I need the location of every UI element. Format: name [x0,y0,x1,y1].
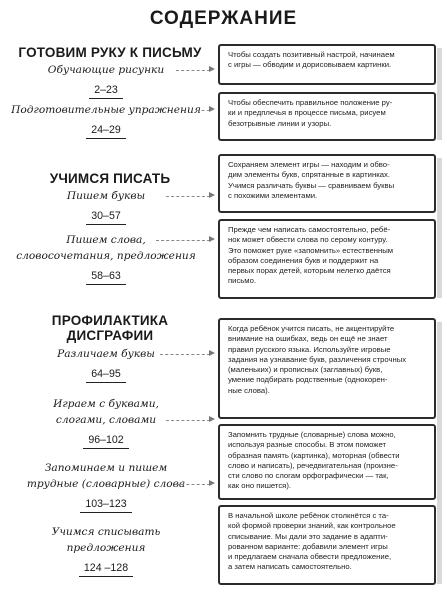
page-range: 30–57 [86,210,125,225]
description-line: как оно пишется). [228,481,292,491]
description-line: с игры — обводим и дорисовываем картинки. [228,60,392,70]
section-heading-line: ПРОФИЛАКТИКА [51,313,169,328]
lesson-title: Подготовительные упражнения [11,104,201,116]
description-line: Прежде чем написать самостоятельно, ребё- [228,225,391,234]
description-line: Когда ребёнок учится писать, не акцентируйте [228,324,395,333]
description-line: ные слова). [228,385,270,395]
page-title: СОДЕРЖАНИЕ [149,8,298,29]
description-line: задания на узнавание букв, различения строчных [228,354,407,364]
description-line: ки и предплечья в процессе письма, рисуем [228,108,386,118]
lesson-title: Пишем слова, [66,234,146,246]
description-line: Чтобы создать позитивный настрой, начинаем [228,50,395,59]
arrow-right-icon [209,480,215,486]
page-range: 58–63 [86,270,125,285]
section-heading-line: ГОТОВИМ РУКУ К ПИСЬМУ [18,45,202,60]
description-line: образом соединения букв и поддержит на [228,255,379,265]
arrow-right-icon [209,236,215,242]
lesson-play-with-letters[interactable] [8,396,204,449]
description-box [218,44,436,85]
description-line: первых порах детей, которым нелегко даётся [228,266,391,276]
arrow-right-icon [209,416,215,422]
description-line: а затем написать самостоятельно. [228,562,352,572]
description-line: Сохраняем элемент игры — находим и обво- [228,160,390,169]
lesson-copy-sentences[interactable] [8,524,204,577]
description-line: (маленьких) и прописных (заглавных) букв, [228,365,383,375]
description-line: образная память (картинка), моторная (обвести [228,450,400,460]
page-range: 64–95 [86,368,125,383]
description-line: Запомнить трудные (словарные) слова можно, [228,430,396,439]
page-range: 103–123 [80,498,131,513]
description-line: внимание на ошибках, ведь он ещё не знает [228,334,388,344]
description-line: безотрывные линии и узоры. [228,118,332,128]
dashed-connector [166,420,210,421]
lesson-distinguish-letters[interactable] [8,346,204,383]
lesson-title: Играем с буквами, [53,398,159,410]
lesson-title: Пишем буквы [66,190,146,202]
section-heading-line: УЧИМСЯ ПИСАТЬ [49,171,171,186]
description-line: слово и написать), речедвигательная (произне- [228,460,398,470]
dashed-connector [196,110,210,111]
description-line: списывание. Мы дали это задание в адапти- [228,531,388,541]
description-line: нок может обвести слова по серому контуру. [228,235,388,245]
description-line: правил русского языка. Используйте игровые [228,344,391,354]
section-heading-line: ДИСГРАФИИ [66,328,154,343]
description-line: кой формой проверки знаний, как контрольное [228,521,396,531]
description-line: и предлагаем сначала обвести предложение, [228,552,392,562]
lesson-title: Учимся списывать [51,526,161,538]
description-box [218,219,436,299]
section-heading-prepare-hand [12,45,208,60]
description-line: Это поможет руке «запомнить» естественным [228,245,394,255]
page-range: 124 –128 [79,562,133,577]
lesson-learning-drawings[interactable] [8,62,204,99]
lesson-title: Различаем буквы [57,348,155,360]
dashed-connector [166,196,210,197]
side-rail [437,322,442,584]
lesson-title: предложения [66,542,146,554]
lesson-write-letters[interactable] [8,188,204,225]
arrow-right-icon [209,350,215,356]
lesson-title: слогами, словами [55,414,157,426]
page-range: 2–23 [89,84,123,99]
lesson-dictionary-words[interactable] [8,460,204,513]
page-range: 24–29 [86,124,125,139]
lesson-title: трудные (словарные) слова [26,478,186,490]
dashed-connector [156,240,210,241]
description-line: дим элементы букв, спрятанные в картинках. [228,170,390,180]
description-box [218,154,436,213]
description-box [218,424,436,500]
description-line: Учимся различать буквы — сравниваем буквы [228,180,395,190]
page-range: 96–102 [83,434,128,449]
description-line: Чтобы обеспечить правильное положение ру- [228,98,393,107]
section-heading-learn-to-write [12,171,208,186]
description-box [218,505,436,585]
lesson-title: словосочетания, предложения [16,250,196,262]
section-heading-dysgraphia [12,313,208,343]
arrow-right-icon [209,106,215,112]
side-rail [437,158,442,298]
description-box [218,318,436,419]
description-line: с похожими элементами. [228,190,318,200]
dashed-connector [176,484,210,485]
arrow-right-icon [209,66,215,72]
description-line: сти слово по слогам орфографически — так, [228,471,389,481]
description-line: умение подбирать родственные (однокорен- [228,375,388,385]
dashed-connector [176,70,210,71]
description-line: письмо. [228,276,257,286]
description-line: В начальной школе ребёнок столкнётся с та- [228,511,389,520]
lesson-title: Запоминаем и пишем [44,462,168,474]
description-box [218,92,436,141]
arrow-right-icon [209,192,215,198]
dashed-connector [160,354,210,355]
side-rail [437,48,442,140]
lesson-title: Обучающие рисунки [47,64,165,76]
description-line: рованном варианте: добавили элемент игры [228,541,388,551]
description-line: используя разные способы. В этом поможет [228,440,386,450]
lesson-preparatory-exercises[interactable] [8,102,204,139]
